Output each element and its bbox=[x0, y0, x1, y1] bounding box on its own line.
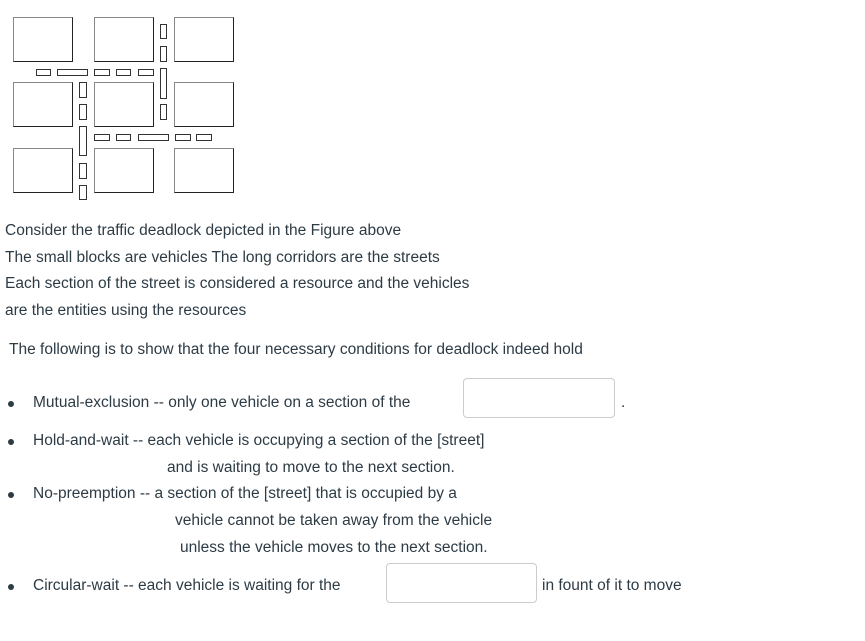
vehicle bbox=[138, 134, 169, 141]
city-block bbox=[94, 17, 154, 62]
bullet bbox=[8, 584, 14, 590]
city-block bbox=[174, 148, 234, 193]
vehicle bbox=[160, 24, 167, 39]
vehicle bbox=[196, 134, 212, 141]
vehicle bbox=[94, 69, 110, 76]
intro-line: Each section of the street is considered a resource and the vehicles bbox=[5, 275, 470, 292]
vehicle bbox=[79, 104, 87, 120]
city-block bbox=[94, 148, 154, 193]
circular-wait-text: Circular-wait -- each vehicle is waiting for the bbox=[33, 577, 341, 594]
mutual-exclusion-period: . bbox=[621, 394, 626, 411]
intro-line: Consider the traffic deadlock depicted in the Figure above bbox=[5, 222, 402, 239]
mutual-exclusion-answer-input[interactable] bbox=[463, 378, 615, 418]
circular-wait-answer-input[interactable] bbox=[386, 563, 537, 603]
vehicle bbox=[36, 69, 51, 76]
bullet bbox=[8, 492, 14, 498]
vehicle bbox=[160, 68, 167, 99]
vehicle bbox=[175, 134, 191, 141]
mutual-exclusion-text: Mutual-exclusion -- only one vehicle on a section of the bbox=[33, 394, 411, 411]
vehicle bbox=[116, 134, 131, 141]
vehicle bbox=[160, 46, 167, 62]
vehicle bbox=[138, 69, 154, 76]
vehicle bbox=[116, 69, 131, 76]
lead-text: The following is to show that the four necessary conditions for deadlock indeed hold bbox=[9, 341, 583, 358]
vehicle bbox=[79, 163, 87, 179]
vehicle bbox=[57, 69, 88, 76]
city-block bbox=[174, 17, 234, 62]
bullet bbox=[8, 401, 14, 407]
city-block bbox=[94, 82, 154, 127]
vehicle bbox=[79, 185, 87, 200]
vehicle bbox=[94, 134, 110, 141]
intro-line: are the entities using the resources bbox=[5, 302, 247, 319]
no-preemption-text: No-preemption -- a section of the [street] that is occupied by a bbox=[33, 485, 457, 502]
vehicle bbox=[160, 104, 167, 120]
hold-and-wait-text: Hold-and-wait -- each vehicle is occupying a section of the [street] bbox=[33, 432, 485, 449]
bullet bbox=[8, 439, 14, 445]
circular-wait-text-after: in fount of it to move bbox=[542, 577, 682, 594]
city-block bbox=[13, 17, 73, 62]
city-block bbox=[13, 82, 73, 127]
no-preemption-text-cont: vehicle cannot be taken away from the vehicle bbox=[175, 512, 493, 529]
no-preemption-text-cont: unless the vehicle moves to the next section. bbox=[180, 539, 488, 556]
vehicle bbox=[79, 82, 87, 98]
hold-and-wait-text-cont: and is waiting to move to the next section. bbox=[167, 459, 455, 476]
city-block bbox=[13, 148, 73, 193]
vehicle bbox=[79, 126, 87, 156]
intro-line: The small blocks are vehicles The long corridors are the streets bbox=[5, 249, 440, 266]
city-block bbox=[174, 82, 234, 127]
